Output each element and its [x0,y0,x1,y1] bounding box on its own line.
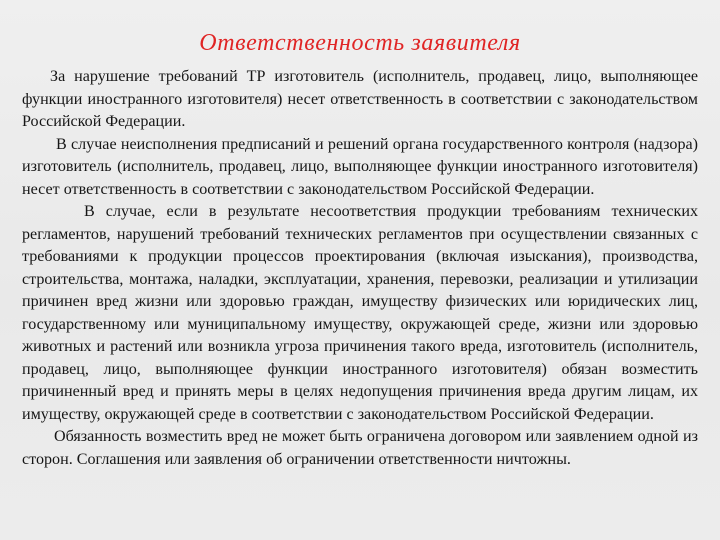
slide-body [22,66,698,471]
paragraph-liability-damage-compensation: В случае, если в результате несоответствия продукции требованиям технических регламентов, нарушений требований технических регламентов при осуществлении связанных с требованиями к продукции процессов проектирования (включая изыскания), производства, строительства, монтажа, наладки, эксплуатации, хранения, перевозки, реализации и утилизации причинен вред жизни или здоровью граждан, имуществу физических или юридических лиц, государственному или муниципальному имуществу, окружающей среде, жизни или здоровью животных и растений или возникла угроза причинения такого вреда, изготовитель (исполнитель, продавец, лицо, выполняющее функции иностранного изготовителя) обязан возместить причиненный вред и принять меры в целях недопущения причинения вреда другим лицам, их имуществу, окружающей среде в соответствии с законодательством Российской Федерации. [22,203,698,423]
paragraph-liability-control-orders: В случае неисполнения предписаний и решений органа государственного контроля (надзора) изготовитель (исполнитель, продавец, лицо, выполняющее функции иностранного изготовителя) несет ответственность в соответствии с законодательством Российской Федерации. [22,135,698,198]
paragraph-liability-general: За нарушение требований ТР изготовитель (исполнитель, продавец, лицо, выполняющее функции иностранного изготовителя) несет ответственность в соответствии с законодательством Российской Федерации. [22,68,698,130]
slide-title: Ответственность заявителя [199,30,521,56]
paragraph-liability-limitation: Обязанность возместить вред не может быть ограничена договором или заявлением одной из сторон. Соглашения или заявления об ограничении ответственности ничтожны. [22,428,698,468]
